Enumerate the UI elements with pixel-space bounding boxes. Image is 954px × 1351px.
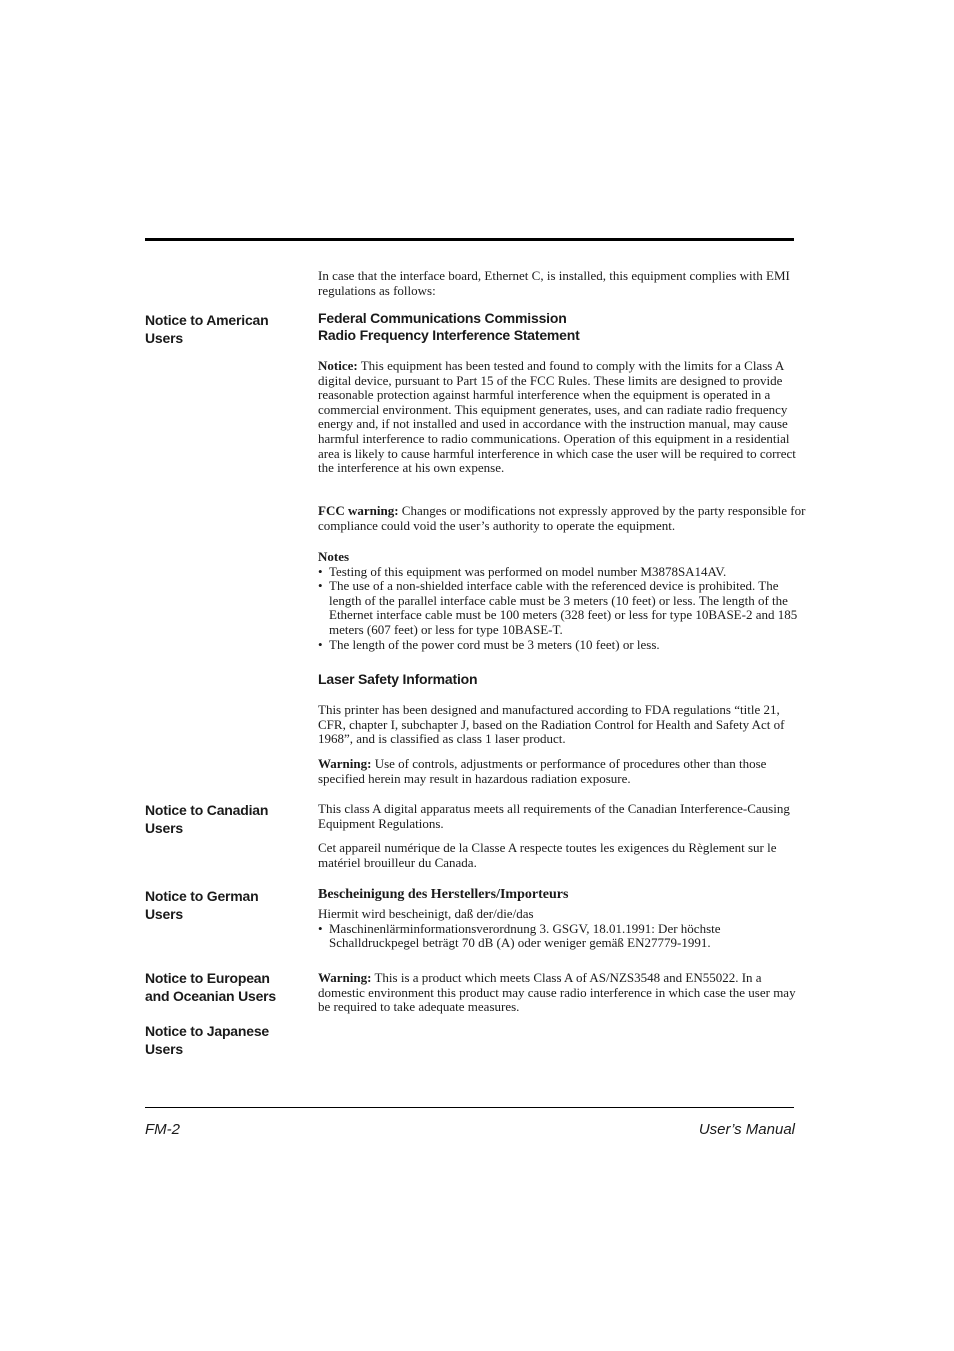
fcc-section — [318, 310, 808, 344]
intro-paragraph: In case that the interface board, Ethernet C, is installed, this equipment complies with EMI regulations as follows: — [318, 268, 790, 298]
laser-warning — [318, 757, 808, 786]
list-item: • Testing of this equipment was performed on model number M3878SA14AV. — [318, 565, 808, 580]
list-item: • Maschinenlärminformationsverordnung 3. GSGV, 18.01.1991: Der höchste Schalldruckpegel beträgt 70 dB (A) oder weniger gemäß EN27779-1991. — [318, 922, 808, 951]
fcc-subheading: Radio Frequency Interference Statement — [318, 327, 580, 343]
list-item: • The length of the power cord must be 3 meters (10 feet) or less. — [318, 638, 808, 653]
fcc-notice-label: Notice: — [318, 358, 358, 373]
germany-intro: Hiermit wird bescheinigt, daß der/die/das — [318, 906, 534, 921]
canada-english: This class A digital apparatus meets all requirements of the Canadian Interference-Causing Equipment Regulations. — [318, 801, 790, 831]
side-label-german: Notice to German Users — [145, 888, 259, 922]
fcc-notice — [318, 359, 808, 476]
side-label-american: Notice to American Users — [145, 312, 269, 346]
side-label-canadian: Notice to Canadian Users — [145, 802, 269, 836]
footer-manual-title: User’s Manual — [698, 1121, 795, 1138]
laser-section — [318, 671, 808, 688]
europe-warning-text: This is a product which meets Class A of AS/NZS3548 and EN55022. In a domestic environment this product may cause radio interference in which case the user may be required to take adequate measures. — [318, 970, 796, 1015]
germany-heading: Bescheinigung des Herstellers/Importeurs — [318, 887, 569, 902]
laser-warning-label: Warning: — [318, 756, 372, 771]
bottom-rule — [145, 1107, 794, 1108]
top-rule — [145, 238, 794, 241]
footer-page-number: FM-2 — [145, 1121, 180, 1138]
europe-warning-label: Warning: — [318, 970, 372, 985]
list-item: • The use of a non-shielded interface cable with the referenced device is prohibited. The length of the parallel interface cable must be 3 meters (10 feet) or less. The length of the Ethernet interface cable must be 100 meters (328 feet) or less for type 10BASE-2 and 185 meters (607 feet) or less for type 10BASE-T. — [318, 579, 808, 637]
fcc-notes — [318, 550, 808, 652]
notes-title: Notes — [318, 549, 350, 564]
side-label-japanese: Notice to Japanese Users — [145, 1023, 269, 1057]
europe-warning — [318, 971, 808, 1015]
germany-list — [318, 922, 808, 951]
side-label-european: Notice to European and Oceanian Users — [145, 970, 277, 1004]
fcc-warning-text: Changes or modifications not expressly approved by the party responsible for compliance could void the user’s authority to operate the equipment. — [318, 503, 806, 533]
laser-text: This printer has been designed and manufactured according to FDA regulations “title 21, CFR, chapter I, subchapter J, based on the Radiation Control for Health and Safety Act of 1968”, and is classified as class 1 laser product. — [318, 702, 785, 747]
fcc-warning — [318, 504, 808, 533]
fcc-warning-label: FCC warning: — [318, 503, 399, 518]
laser-heading: Laser Safety Information — [318, 671, 478, 687]
notes-list — [318, 565, 808, 653]
fcc-notice-text: This equipment has been tested and found to comply with the limits for a Class A digital device, pursuant to Part 15 of the FCC Rules. These limits are designed to provide reasonable protection against harmful interference when the equipment is operated in a commercial environment. This equipment generates, uses, and can radiate radio frequency energy and, if not installed and used in accordance with the instruction manual, may cause harmful interference to radio communications. Operation of this equipment in a residential area is likely to cause harmful interference in which case the user will be required to correct the interference at his own expense. — [318, 358, 796, 476]
canada-french: Cet appareil numérique de la Classe A respecte toutes les exigences du Règlement sur le matériel brouilleur du Canada. — [318, 840, 777, 870]
germany-section — [318, 886, 808, 951]
fcc-heading: Federal Communications Commission — [318, 310, 567, 326]
laser-warning-text: Use of controls, adjustments or performance of procedures other than those specified herein may result in hazardous radiation exposure. — [318, 756, 767, 786]
